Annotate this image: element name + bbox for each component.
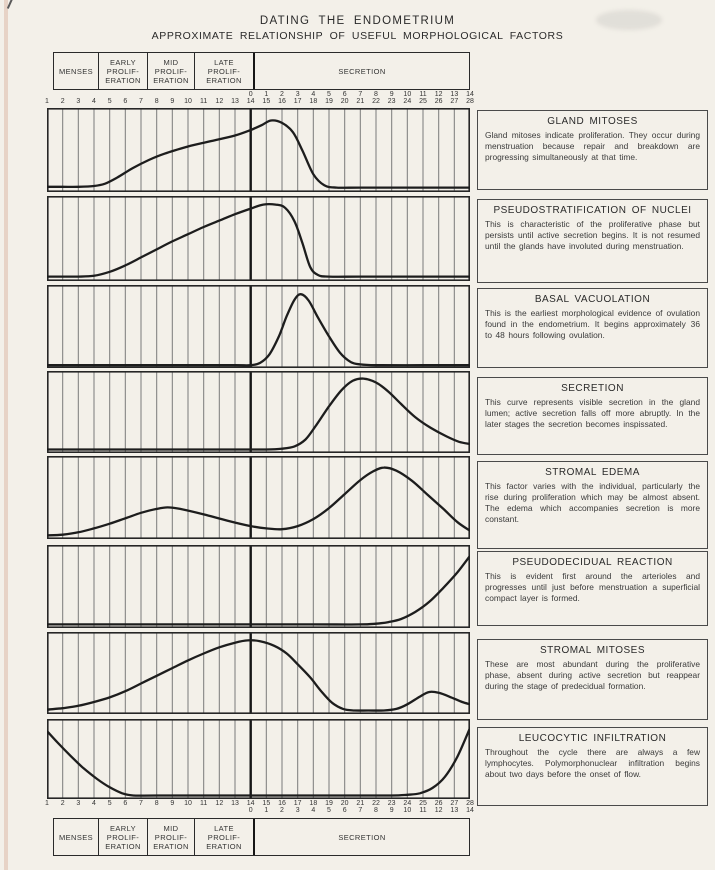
day-label-cycle: 22 (372, 98, 380, 105)
day-label-cycle: 23 (387, 800, 396, 807)
day-label-post-ovulation: 11 (419, 807, 427, 814)
day-label-cycle: 6 (123, 98, 128, 105)
day-label-post-ovulation: 13 (450, 807, 459, 814)
day-label-cycle: 25 (419, 800, 427, 807)
phase-label-line: MENSES (58, 832, 94, 842)
day-label-post-ovulation: 5 (327, 807, 331, 814)
factor-box-pseudostratification-of-nuclei (477, 199, 708, 283)
day-label-cycle: 4 (92, 800, 96, 807)
day-gridlines (63, 720, 455, 798)
factor-title: STROMAL EDEMA (545, 467, 640, 478)
day-label-post-ovulation: 1 (264, 807, 269, 814)
day-label-post-ovulation: 4 (311, 807, 316, 814)
day-label-cycle: 24 (403, 800, 412, 807)
phase-label-line: LATE (214, 57, 234, 67)
day-label-post-ovulation: 2 (280, 91, 284, 98)
day-label-cycle: 10 (184, 98, 192, 105)
factor-curve-panel-pseudodecidual-reaction (47, 545, 470, 628)
day-label-cycle: 28 (466, 98, 474, 105)
factor-description: Throughout the cycle there are always a few lymphocytes. Polymorphonuclear infiltration begins about two days before the onset of flow. (485, 747, 700, 779)
day-label-cycle: 20 (340, 98, 349, 105)
day-label-cycle: 19 (325, 800, 333, 807)
day-label-post-ovulation: 12 (434, 807, 443, 814)
factor-box-pseudodecidual-reaction (477, 551, 708, 626)
day-label-cycle: 21 (356, 800, 365, 807)
phase-label-line: PROLIF- (207, 66, 241, 76)
day-label-cycle: 23 (387, 98, 396, 105)
day-label-cycle: 18 (309, 800, 318, 807)
day-label-cycle: 17 (293, 800, 302, 807)
factor-title: PSEUDODECIDUAL REACTION (512, 557, 673, 568)
day-label-post-ovulation: 1 (264, 91, 269, 98)
curve-gland-mitoses (47, 120, 470, 187)
factor-title: PSEUDOSTRATIFICATION OF NUCLEI (493, 205, 692, 216)
day-label-post-ovulation: 13 (450, 91, 459, 98)
day-label-cycle: 13 (231, 98, 239, 105)
day-axis-top (0, 91, 715, 106)
page-subtitle: APPROXIMATE RELATIONSHIP OF USEFUL MORPHOLOGICAL FACTORS (151, 30, 564, 42)
day-label-post-ovulation: 14 (466, 91, 474, 98)
day-label-cycle: 5 (107, 800, 112, 807)
factor-curve-panel-stromal-edema (47, 456, 470, 539)
day-label-cycle: 27 (450, 800, 459, 807)
phase-mid-proliferation (147, 53, 194, 89)
factor-curve-panel-stromal-mitoses (47, 632, 470, 714)
day-label-cycle: 14 (246, 800, 255, 807)
factor-description: This is evident first around the arterioles and progresses until just before menstruation a superficial compact layer is formed. (485, 571, 700, 603)
phase-bar-bottom (53, 818, 470, 856)
phase-early-proliferation (98, 819, 147, 855)
phase-label-line: PROLIF- (106, 66, 140, 76)
phase-label-line: ERATION (105, 841, 141, 851)
factor-curve-panel-leucocytic-infiltration (47, 719, 470, 799)
phase-late-proliferation (194, 819, 253, 855)
day-label-post-ovulation: 7 (358, 807, 363, 814)
phase-label-line: ERATION (153, 75, 189, 85)
factor-box-leucocytic-infiltration (477, 727, 708, 806)
day-label-post-ovulation: 0 (248, 91, 253, 98)
phase-label-line: ERATION (206, 75, 242, 85)
curve-leucocytic-infiltration (47, 728, 470, 796)
day-label-cycle: 25 (419, 98, 427, 105)
phase-label-line: PROLIF- (106, 832, 140, 842)
factor-curve-panel-gland-mitoses (47, 108, 470, 192)
day-label-cycle: 2 (60, 800, 65, 807)
scan-edge-artifact (4, 0, 8, 870)
day-label-cycle: 7 (139, 98, 143, 105)
phase-label-line: LATE (214, 823, 234, 833)
day-label-cycle: 21 (356, 98, 365, 105)
day-label-cycle: 19 (325, 98, 333, 105)
panel-border (48, 546, 469, 627)
day-label-post-ovulation: 7 (358, 91, 363, 98)
day-gridlines (63, 286, 455, 367)
phase-bar-top (53, 52, 470, 90)
day-label-cycle: 26 (434, 800, 443, 807)
day-label-post-ovulation: 8 (374, 807, 378, 814)
factor-description: This curve represents visible secretion in the gland lumen; active secretion falls off more abruptly. In the later stages the secretion becomes inspissated. (485, 397, 700, 429)
day-label-cycle: 9 (170, 800, 175, 807)
factor-description: This is the earliest morphological evidence of ovulation found in the endometrium. It begins approximately 36 to 48 hours following ovulation. (485, 308, 700, 340)
panel-border (48, 109, 469, 191)
day-label-cycle: 24 (403, 98, 412, 105)
phase-menses (54, 53, 98, 89)
factor-description: This is characteristic of the proliferative phase but persists until active secretion begins. It is not resumed until the glands have involuted during menstruation. (485, 219, 700, 251)
phase-label-line: PROLIF- (154, 66, 188, 76)
curve-pseudodecidual-reaction (47, 556, 470, 625)
panel-border (48, 633, 469, 713)
day-label-cycle: 5 (107, 98, 112, 105)
factor-description: This factor varies with the individual, particularly the rise during proliferation which may be almost absent. The edema which accompanies secretion is more constant. (485, 481, 700, 524)
day-label-cycle: 10 (184, 800, 192, 807)
page-title: DATING THE ENDOMETRIUM (259, 15, 456, 27)
day-label-post-ovulation: 6 (342, 807, 347, 814)
day-label-post-ovulation: 2 (280, 807, 284, 814)
factor-curve-panel-secretion (47, 371, 470, 453)
day-label-post-ovulation: 4 (311, 91, 316, 98)
day-label-cycle: 3 (76, 800, 81, 807)
day-label-cycle: 11 (200, 98, 208, 105)
phase-label-line: EARLY (109, 57, 137, 67)
phase-label-line: MENSES (58, 66, 94, 76)
factor-box-stromal-mitoses (477, 639, 708, 720)
day-label-cycle: 17 (293, 98, 302, 105)
phase-label-line: MID (163, 57, 179, 67)
phase-menses (54, 819, 98, 855)
day-label-cycle: 16 (278, 98, 286, 105)
phase-secretion (253, 53, 469, 89)
curve-pseudostratification-of-nuclei (47, 204, 470, 277)
phase-label-line: ERATION (153, 841, 189, 851)
panel-border (48, 720, 469, 798)
day-label-cycle: 8 (154, 800, 159, 807)
phase-label-line: MID (163, 823, 179, 833)
curve-basal-vacuolation (47, 294, 470, 365)
day-label-cycle: 2 (60, 98, 65, 105)
day-label-cycle: 16 (278, 800, 286, 807)
panel-border (48, 372, 469, 452)
day-label-post-ovulation: 10 (403, 91, 412, 98)
day-label-cycle: 11 (200, 800, 208, 807)
day-label-post-ovulation: 8 (374, 91, 378, 98)
factor-curve-panel-pseudostratification-of-nuclei (47, 196, 470, 281)
day-label-post-ovulation: 6 (342, 91, 347, 98)
day-label-post-ovulation: 5 (327, 91, 331, 98)
phase-label-line: PROLIF- (154, 832, 188, 842)
day-label-cycle: 6 (123, 800, 128, 807)
day-label-post-ovulation: 9 (389, 807, 394, 814)
factor-description: Gland mitoses indicate proliferation. They occur during menstruation because repair and breakdown are progressing simultaneously at that time. (485, 130, 700, 162)
factor-description: These are most abundant during the proliferative phase, absent during active secretion but reappear during the stage of predecidual formation. (485, 659, 700, 691)
factor-box-stromal-edema (477, 461, 708, 549)
day-label-cycle: 1 (45, 800, 49, 807)
day-label-cycle: 28 (466, 800, 474, 807)
day-label-cycle: 27 (450, 98, 459, 105)
factor-title: BASAL VACUOLATION (534, 294, 651, 305)
day-label-post-ovulation: 12 (434, 91, 443, 98)
day-label-cycle: 9 (170, 98, 175, 105)
day-gridlines (63, 109, 455, 191)
day-label-post-ovulation: 11 (419, 91, 427, 98)
phase-label-line: EARLY (109, 823, 137, 833)
day-label-post-ovulation: 14 (466, 807, 474, 814)
day-label-post-ovulation: 0 (248, 807, 253, 814)
day-label-cycle: 8 (154, 98, 159, 105)
factor-box-secretion (477, 377, 708, 455)
day-label-cycle: 3 (76, 98, 81, 105)
day-label-cycle: 7 (139, 800, 143, 807)
phase-late-proliferation (194, 53, 253, 89)
day-label-cycle: 12 (215, 800, 224, 807)
day-gridlines (63, 546, 455, 627)
factor-box-basal-vacuolation (477, 288, 708, 368)
day-label-cycle: 1 (45, 98, 49, 105)
factor-title: LEUCOCYTIC INFILTRATION (518, 733, 667, 744)
day-label-cycle: 18 (309, 98, 318, 105)
phase-mid-proliferation (147, 819, 194, 855)
day-label-cycle: 15 (262, 800, 271, 807)
phase-label-line: ERATION (206, 841, 242, 851)
day-label-cycle: 20 (340, 800, 349, 807)
phase-secretion (253, 819, 469, 855)
day-label-post-ovulation: 10 (403, 807, 412, 814)
curve-secretion (47, 379, 470, 450)
day-label-cycle: 4 (92, 98, 96, 105)
day-gridlines (63, 372, 455, 452)
day-label-cycle: 13 (231, 800, 239, 807)
day-gridlines (63, 633, 455, 713)
factor-curve-panel-basal-vacuolation (47, 285, 470, 368)
day-label-cycle: 22 (372, 800, 380, 807)
day-label-post-ovulation: 9 (389, 91, 394, 98)
phase-label-line: SECRETION (338, 832, 386, 842)
phase-label-line: SECRETION (338, 66, 386, 76)
curve-stromal-mitoses (47, 640, 470, 710)
day-label-post-ovulation: 3 (295, 91, 300, 98)
day-label-cycle: 26 (434, 98, 443, 105)
phase-label-line: ERATION (105, 75, 141, 85)
day-label-cycle: 15 (262, 98, 271, 105)
day-label-post-ovulation: 3 (295, 807, 300, 814)
day-label-cycle: 12 (215, 98, 224, 105)
phase-label-line: PROLIF- (207, 832, 241, 842)
panel-border (48, 457, 469, 538)
day-label-cycle: 14 (246, 98, 255, 105)
phase-early-proliferation (98, 53, 147, 89)
factor-title: GLAND MITOSES (547, 116, 638, 127)
panel-border (48, 197, 469, 280)
factor-title: STROMAL MITOSES (539, 645, 646, 656)
factor-title: SECRETION (561, 383, 624, 394)
curve-stromal-edema (47, 468, 470, 536)
panel-border (48, 286, 469, 367)
factor-box-gland-mitoses (477, 110, 708, 190)
